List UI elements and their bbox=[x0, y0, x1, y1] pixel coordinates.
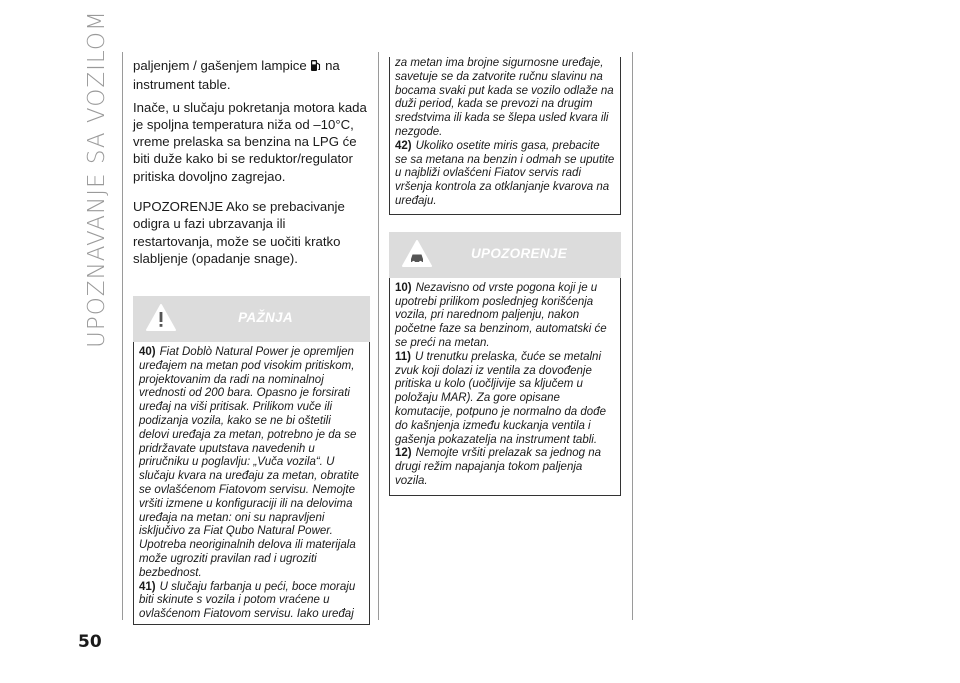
notice-item bbox=[395, 282, 615, 351]
section-title bbox=[84, 10, 110, 348]
notice-item bbox=[395, 351, 615, 448]
notice-number: 40) bbox=[139, 346, 156, 358]
notice-item bbox=[139, 346, 364, 581]
divider bbox=[632, 52, 633, 620]
paragraph: Inače, u slučaju pokretanja motora kada je spoljna temperatura niža od –10°C, vreme prelaska sa benzina na LPG će biti duže kako bi se reduktor/regulator pritiska dovoljno zagrejao. bbox=[133, 99, 367, 184]
paragraph-text: paljenjem / gašenjem lampice bbox=[133, 58, 307, 73]
notice-text: Nemojte vršiti prelazak sa jednog na drugi režim napajanja tokom paljenja vozila. bbox=[395, 447, 601, 487]
notice-text: Ukoliko osetite miris gasa, prebacite se sa metana na benzin i odmah se uputite u najbliži ovlašćeni Fiatov servis radi vršenja kontrola za otklanjanje kvarova na uređaju. bbox=[395, 139, 615, 207]
notice-text: za metan ima brojne sigurnosne uređaje, savetuje se da zatvorite ručnu slavinu na bocama svaki put kada se vozilo odlaže na duži period, kada se prevozi na drugim sredstvima ili kada se šlepa usled kvara ili nezgode. bbox=[395, 57, 614, 138]
notice-header bbox=[133, 296, 370, 342]
notice-pazhnja bbox=[133, 296, 370, 625]
notice-header bbox=[389, 232, 621, 278]
divider bbox=[378, 52, 379, 620]
section-title-text: UPOZNAVANJE SA VOZILOM bbox=[84, 10, 110, 348]
notice-text: Fiat Doblò Natural Power je opremljen uređajem na metan pod visokim pritiskom, projektovanim da radi na nominalnoj vrednosti od 200 bara. Opasno je forsirati uređaj na viši pritisak. Prilikom vuče ili podizanja vozila, kako se ne bi oštetili delovi uređaja za metan, potrebno je da se pridržavate uputstava navedenih u priručniku u poglavlju: „Vuča vozila“. U slučaju kvara na uređaju za metan, obratite se ovlašćenom Fiatovom servisu. Nemojte vršiti izmene u konfiguraciji ili na delovima uređaja na metan: oni su napravljeni isključivo za Fiat Qubo Natural Power. Upotreba neoriginalnih delova ili materijala može ugroziti pravilan rad i ugroziti bezbednost. bbox=[139, 346, 359, 579]
divider bbox=[122, 52, 123, 620]
notice-body bbox=[389, 278, 621, 496]
notice-number: 11) bbox=[395, 350, 411, 363]
notice-item bbox=[395, 140, 615, 209]
paragraph: UPOZORENJE Ako se prebacivanje odigra u fazi ubrzavanja ili restartovanja, može se uočiti kratko slabljenje (opadanje snage). bbox=[133, 199, 345, 266]
column-right bbox=[389, 57, 621, 496]
paragraph bbox=[133, 57, 368, 94]
notice-item bbox=[395, 447, 615, 488]
notice-item bbox=[139, 581, 364, 622]
notice-heading: PAŽNJA bbox=[238, 310, 293, 325]
column-left bbox=[133, 57, 368, 267]
paragraph-text: na instrument table. bbox=[133, 58, 340, 93]
notice-text: Nezavisno od vrste pogona koji je u upotrebi prilikom poslednjeg korišćenja vozila, pri narednom paljenju, nakon početne faze sa benzinom, automatski će se preći na metan. bbox=[395, 281, 607, 349]
notice-heading: UPOZORENJE bbox=[470, 245, 568, 261]
notice-body bbox=[133, 342, 370, 625]
notice-number: 42) bbox=[395, 139, 412, 152]
page-number: 50 bbox=[78, 632, 102, 652]
notice-upozorenje bbox=[389, 232, 621, 496]
notice-number: 10) bbox=[395, 281, 412, 294]
notice-number: 41) bbox=[139, 580, 156, 593]
notice-text: U trenutku prelaska, čuće se metalni zvuk koji dolazi iz ventila za dovođenje pritiska u kolo (uočljivije sa ključem u položaju MAR). Za gore opisane komutacije, potpuno je normalno da dođe do kašnjenja između kuckanja ventila i gašenja pokazatelja na instrument tabli. bbox=[395, 350, 606, 446]
notice-number: 12) bbox=[395, 447, 412, 460]
fuel-pump-icon bbox=[310, 59, 321, 76]
notice-continuation bbox=[389, 57, 621, 215]
notice-text: U slučaju farbanja u peći, boce moraju biti skinute s vozila i potom vraćene u ovlašćenom Fiatovom servisu. Iako uređaj bbox=[139, 580, 356, 621]
